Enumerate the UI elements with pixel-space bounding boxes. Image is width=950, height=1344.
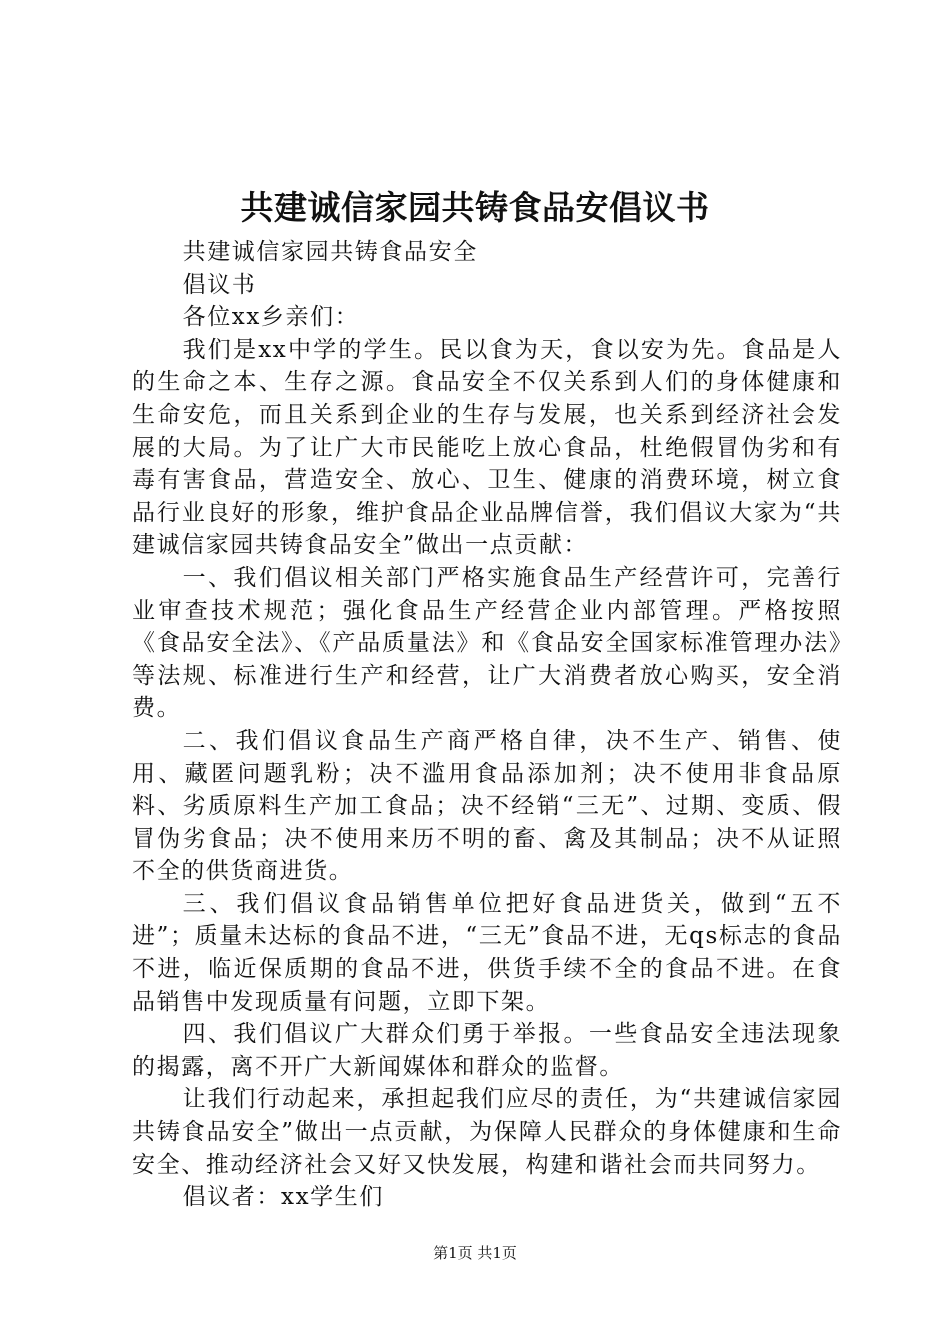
page-number-footer: 第1页 共1页 [433,1244,517,1262]
subtitle-line: 共建诚信家园共铸食品安全 [182,239,478,265]
signature: 倡议者：xx学生们 [182,1184,384,1211]
closing-paragraph: 让我们行动起来，承担起我们应尽的责任，为“共建诚信家园共铸食品安全”做出一点贡献，为保障人民群众的身体健康和生命安全、推动经济社会又好又快发展，构建和谐社会而共同努力。 [132,1086,842,1178]
proposal-one: 一、我们倡议相关部门严格实施食品生产经营许可，完善行业审查技术规范；强化食品生产经营企业内部管理。严格按照《食品安全法》、《产品质量法》和《食品安全国家标准管理办法》等法规、标准进行生产和经营，让广大消费者放心购买，安全消费。 [132,564,842,722]
subtitle-line-2: 倡议书 [182,271,257,298]
document-title: 共建诚信家园共铸食品安倡议书 [240,188,710,227]
intro-paragraph: 我们是xx中学的学生。民以食为天，食以安为先。食品是人的生命之本、生存之源。食品安全不仅关系到人们的身体健康和生命安危，而且关系到企业的生存与发展，也关系到经济社会发展的大局。为了让广大市民能吃上放心食品，杜绝假冒伪劣和有毒有害食品，营造安全、放心、卫生、健康的消费环境，树立食品行业良好的形象，维护食品企业品牌信誉，我们倡议大家为“共建诚信家园共铸食品安全”做出一点贡献： [132,336,842,559]
salutation: 各位xx乡亲们： [182,304,360,331]
document-body [132,236,842,1214]
proposal-four: 四、我们倡议广大群众们勇于举报。一些食品安全违法现象的揭露，离不开广大新闻媒体和群众的监督。 [132,1021,842,1080]
proposal-two: 二、我们倡议食品生产商严格自律，决不生产、销售、使用、藏匿问题乳粉；决不滥用食品添加剂；决不使用非食品原料、劣质原料生产加工食品；决不经销“三无”、过期、变质、假冒伪劣食品；决不使用来历不明的畜、禽及其制品；决不从证照不全的供货商进货。 [132,727,842,885]
proposal-three: 三、我们倡议食品销售单位把好食品进货关，做到“五不进”；质量未达标的食品不进，“三无”食品不进，无qs标志的食品不进，临近保质期的食品不进，供货手续不全的食品不进。在食品销售中发现质量有问题，立即下架。 [132,890,842,1015]
